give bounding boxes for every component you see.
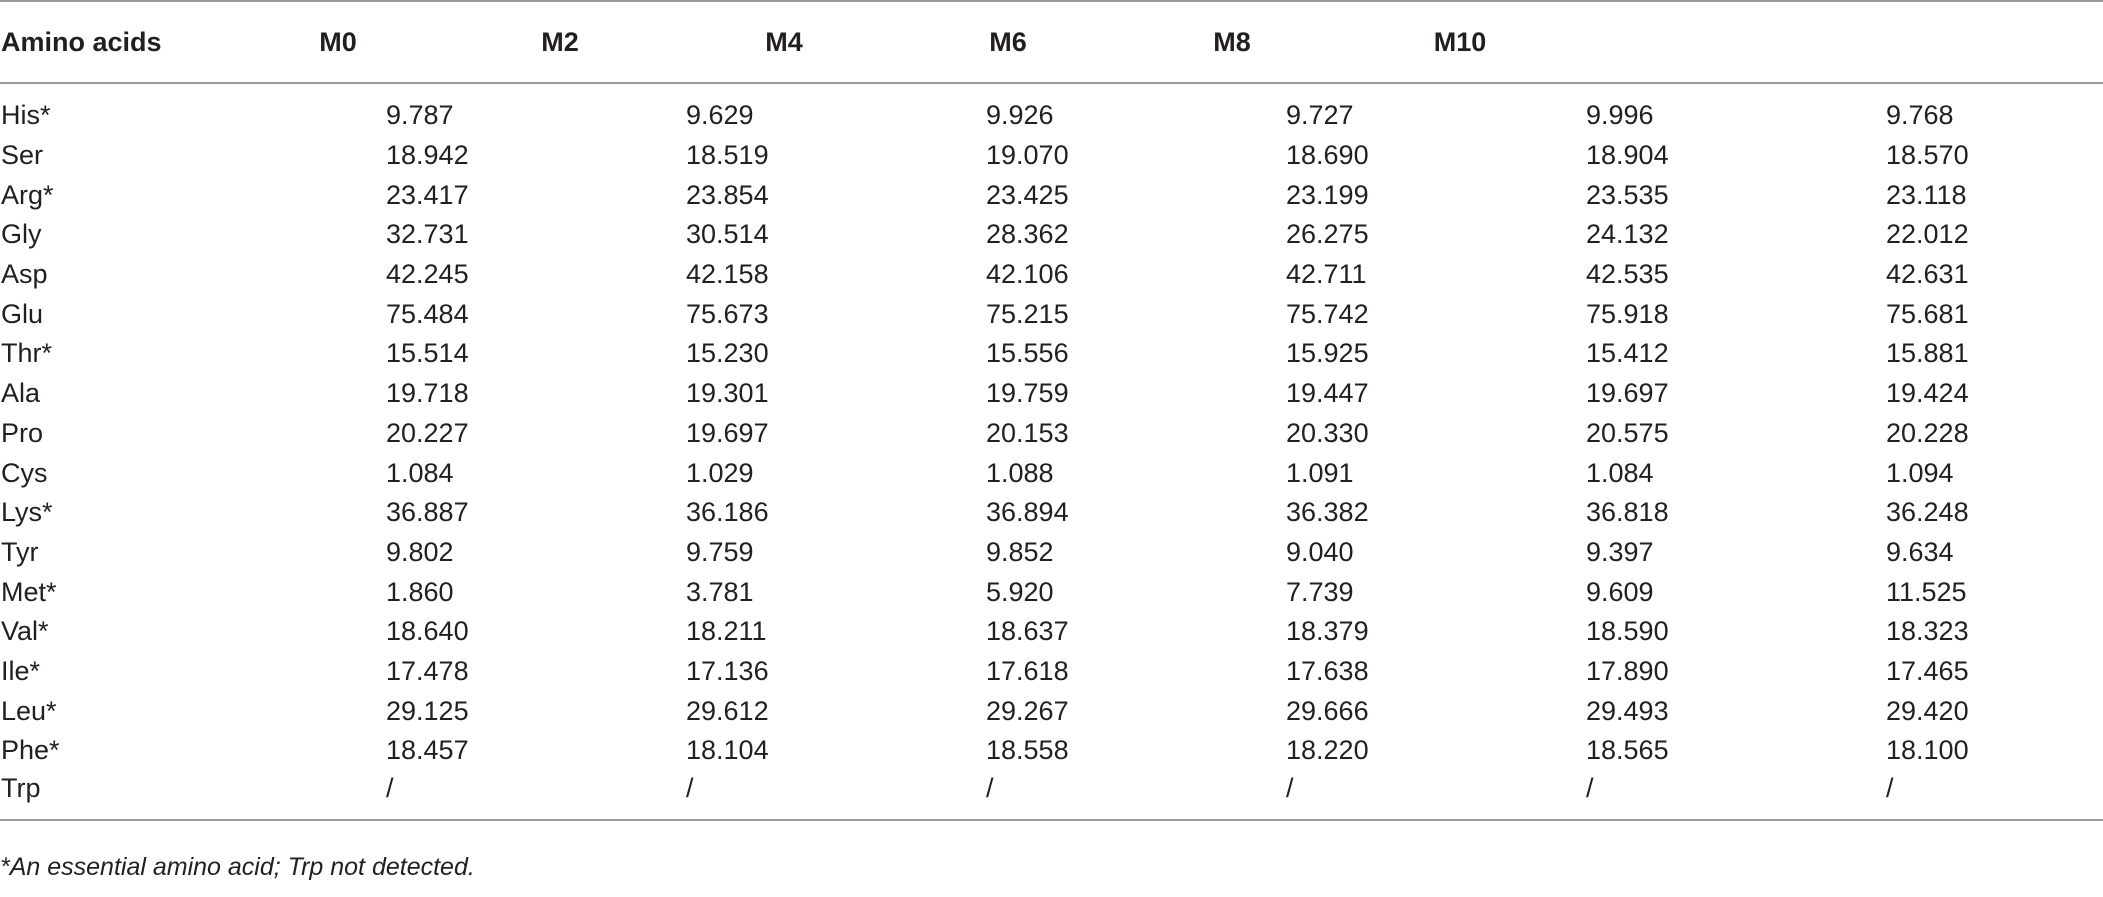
cell-m2: 17.136	[686, 655, 769, 686]
cell-m4: 5.920	[986, 576, 1054, 607]
cell-m2: 1.029	[686, 457, 754, 488]
cell-m10: 18.100	[1886, 735, 1969, 766]
cell-m8: 1.084	[1586, 457, 1654, 488]
cell-m2: 19.301	[686, 378, 769, 409]
cell-m4: 29.267	[986, 695, 1069, 726]
cell-m4: 19.759	[986, 378, 1069, 409]
cell-m2: 18.104	[686, 735, 769, 766]
header-m6: M6	[1286, 1, 1586, 83]
cell-m8: 17.890	[1586, 655, 1669, 686]
cell-m2: 42.158	[686, 259, 769, 290]
cell-m6: 9.040	[1286, 536, 1354, 567]
cell-m2: 15.230	[686, 338, 769, 369]
cell-m4: /	[986, 771, 1286, 820]
cell-m8: 15.412	[1586, 338, 1669, 369]
row-label: Trp	[0, 771, 386, 820]
cell-m2: 30.514	[686, 219, 769, 250]
cell-m6: 20.330	[1286, 417, 1369, 448]
cell-m8: 18.590	[1586, 616, 1669, 647]
table-row	[0, 453, 2103, 493]
row-label: Cys	[1, 457, 48, 488]
cell-m10: 75.681	[1886, 298, 1969, 329]
cell-m0: 19.718	[386, 378, 469, 409]
cell-m6: 7.739	[1286, 576, 1354, 607]
table-row	[0, 374, 2103, 414]
table-row	[0, 771, 2103, 820]
row-label: Glu	[1, 298, 44, 329]
table-row	[0, 493, 2103, 533]
cell-m4: 19.070	[986, 140, 1069, 171]
cell-m0: 18.640	[386, 616, 469, 647]
cell-m6: 36.382	[1286, 497, 1369, 528]
header-m0: M0	[386, 1, 686, 83]
cell-m8: 29.493	[1586, 695, 1669, 726]
cell-m8: 18.565	[1586, 735, 1669, 766]
cell-m4: 23.425	[986, 179, 1069, 210]
cell-m8: 24.132	[1586, 219, 1669, 250]
cell-m2: 29.612	[686, 695, 769, 726]
cell-m6: 9.727	[1286, 100, 1354, 131]
row-label: His*	[1, 100, 51, 131]
cell-m6: 26.275	[1286, 219, 1369, 250]
cell-m6: 23.199	[1286, 179, 1369, 210]
cell-m0: 36.887	[386, 497, 469, 528]
header-m2: M2	[686, 1, 986, 83]
cell-m4: 9.852	[986, 536, 1054, 567]
cell-m10: 18.323	[1886, 616, 1969, 647]
table-row	[0, 414, 2103, 454]
table-footnote: *An essential amino acid; Trp not detected.	[0, 853, 475, 881]
cell-m0: 1.860	[386, 576, 454, 607]
row-label: Gly	[1, 219, 42, 250]
row-label: Leu*	[1, 695, 57, 726]
cell-m10: 19.424	[1886, 378, 1969, 409]
cell-m0: /	[386, 771, 686, 820]
cell-m6: 18.379	[1286, 616, 1369, 647]
table-row	[0, 533, 2103, 573]
cell-m2: 19.697	[686, 417, 769, 448]
cell-m10: 20.228	[1886, 417, 1969, 448]
cell-m8: 9.996	[1586, 100, 1654, 131]
cell-m6: 29.666	[1286, 695, 1369, 726]
cell-m10: 9.634	[1886, 536, 1954, 567]
cell-m10: /	[1886, 771, 2103, 820]
cell-m10: 9.768	[1886, 100, 1954, 131]
header-row	[0, 1, 2103, 83]
cell-m0: 18.942	[386, 140, 469, 171]
row-label: Asp	[1, 259, 48, 290]
table-row	[0, 136, 2103, 176]
cell-m6: 18.220	[1286, 735, 1369, 766]
row-label: Phe*	[1, 735, 60, 766]
cell-m4: 17.618	[986, 655, 1069, 686]
cell-m8: 23.535	[1586, 179, 1669, 210]
table-row	[0, 255, 2103, 295]
cell-m10: 23.118	[1886, 179, 1967, 210]
cell-m0: 1.084	[386, 457, 454, 488]
cell-m4: 20.153	[986, 417, 1069, 448]
cell-m2: 18.519	[686, 140, 769, 171]
cell-m2: 36.186	[686, 497, 769, 528]
cell-m2: 75.673	[686, 298, 769, 329]
cell-m6: 75.742	[1286, 298, 1369, 329]
cell-m0: 32.731	[386, 219, 469, 250]
header-m4: M4	[986, 1, 1286, 83]
header-m8: M8	[1586, 1, 1886, 83]
cell-m8: 20.575	[1586, 417, 1669, 448]
cell-m0: 29.125	[386, 695, 469, 726]
table-row	[0, 652, 2103, 692]
table-header	[0, 1, 2103, 83]
table-row	[0, 731, 2103, 771]
cell-m8: 19.697	[1586, 378, 1669, 409]
cell-m10: 1.094	[1886, 457, 1954, 488]
cell-m8: 42.535	[1586, 259, 1669, 290]
cell-m8: 18.904	[1586, 140, 1669, 171]
cell-m4: 15.556	[986, 338, 1069, 369]
cell-m6: 42.711	[1286, 259, 1367, 290]
cell-m0: 17.478	[386, 655, 469, 686]
cell-m4: 18.558	[986, 735, 1069, 766]
cell-m6: 19.447	[1286, 378, 1369, 409]
table-row	[0, 691, 2103, 731]
cell-m0: 18.457	[386, 735, 469, 766]
row-label: Val*	[1, 616, 49, 647]
cell-m6: /	[1286, 771, 1586, 820]
cell-m8: 36.818	[1586, 497, 1669, 528]
row-label: Tyr	[1, 536, 39, 567]
cell-m2: 23.854	[686, 179, 769, 210]
table-row	[0, 175, 2103, 215]
cell-m8: 75.918	[1586, 298, 1669, 329]
cell-m6: 17.638	[1286, 655, 1369, 686]
cell-m0: 20.227	[386, 417, 469, 448]
row-label: Thr*	[1, 338, 53, 369]
cell-m0: 9.802	[386, 536, 454, 567]
row-label: Ile*	[1, 655, 41, 686]
table-row	[0, 612, 2103, 652]
cell-m0: 42.245	[386, 259, 469, 290]
cell-m8: 9.609	[1586, 576, 1654, 607]
cell-m4: 42.106	[986, 259, 1069, 290]
cell-m0: 9.787	[386, 100, 454, 131]
cell-m2: 9.629	[686, 100, 754, 131]
cell-m4: 28.362	[986, 219, 1069, 250]
cell-m10: 18.570	[1886, 140, 1969, 171]
row-label: Pro	[1, 417, 44, 448]
row-label: Ala	[1, 378, 41, 409]
row-label: Lys*	[1, 497, 53, 528]
cell-m4: 9.926	[986, 100, 1054, 131]
cell-m4: 1.088	[986, 457, 1054, 488]
row-label: Arg*	[1, 179, 54, 210]
cell-m4: 75.215	[986, 298, 1069, 329]
cell-m8: 9.397	[1586, 536, 1654, 567]
cell-m2: 18.211	[686, 616, 767, 647]
cell-m0: 23.417	[386, 179, 469, 210]
cell-m8: /	[1586, 771, 1886, 820]
cell-m4: 18.637	[986, 616, 1069, 647]
table-row	[0, 294, 2103, 334]
table-row	[0, 83, 2103, 136]
cell-m0: 15.514	[386, 338, 469, 369]
cell-m10: 17.465	[1886, 655, 1969, 686]
cell-m10: 15.881	[1886, 338, 1969, 369]
row-label: Ser	[1, 140, 44, 171]
cell-m10: 22.012	[1886, 219, 1969, 250]
cell-m4: 36.894	[986, 497, 1069, 528]
cell-m6: 1.091	[1286, 457, 1354, 488]
cell-m0: 75.484	[386, 298, 469, 329]
cell-m10: 36.248	[1886, 497, 1969, 528]
cell-m6: 18.690	[1286, 140, 1369, 171]
row-label: Met*	[1, 576, 57, 607]
header-m10: M10	[1886, 1, 2103, 83]
cell-m6: 15.925	[1286, 338, 1369, 369]
cell-m10: 29.420	[1886, 695, 1969, 726]
table-row	[0, 572, 2103, 612]
cell-m2: /	[686, 771, 986, 820]
cell-m10: 42.631	[1886, 259, 1969, 290]
table-row	[0, 334, 2103, 374]
header-amino-acids: Amino acids	[0, 1, 386, 83]
cell-m2: 3.781	[686, 576, 754, 607]
cell-m10: 11.525	[1886, 576, 1967, 607]
cell-m2: 9.759	[686, 536, 754, 567]
table-body	[0, 83, 2103, 820]
table-row	[0, 215, 2103, 255]
